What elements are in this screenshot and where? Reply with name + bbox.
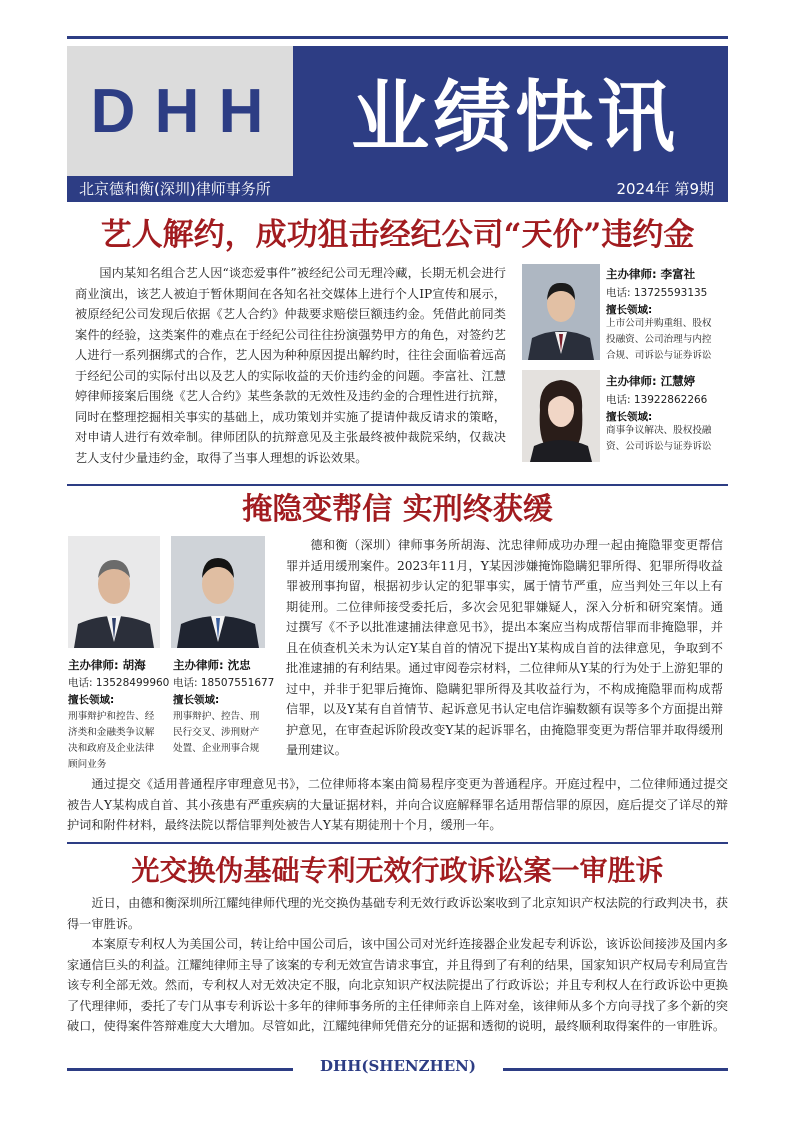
- lawyer-area-line: 处置、企业刑事合规: [173, 743, 260, 754]
- article2-body-column: [286, 535, 723, 761]
- top-rule: [67, 36, 728, 39]
- footer-rule-right: [503, 1068, 728, 1071]
- lawyer-areas-label-jiang: 擅长领域:: [606, 411, 653, 423]
- lawyer-areas-jiang: [606, 423, 712, 455]
- article1-body: [75, 263, 506, 468]
- article2-headline: 掩隐变帮信 实刑终获缓: [242, 492, 553, 527]
- lawyer-area-line: 刑事辩护和控告、经: [68, 711, 155, 722]
- article3-paragraph-1: 近日，由德和衡深圳所江耀纯律师代理的光交换伪基础专利无效行政诉讼案收到了北京知识产权法院的行政判决书，获得一审胜诉。: [67, 896, 728, 931]
- lawyer-areas-li: [606, 316, 712, 364]
- portrait-hu: [68, 536, 160, 648]
- lawyer-area-line: 刑事辩护、控告、刑: [173, 711, 260, 722]
- article2-paragraph-2: 通过提交《适用普通程序审理意见书》，二位律师将本案由简易程序变更为普通程序。开庭过程中，二位律师通过提交被告人Y某构成自首、其小孩患有严重疾病的大量证据材料，并向合议庭解释罪名适用帮信罪的原因，庭后提交了详尽的辩护词和附件材料，最终法院以帮信罪判处被告人Y某有期徒刑十个月，缓刑一年。: [67, 777, 728, 832]
- logo-letter-d: D: [90, 77, 136, 146]
- lawyer-photo-hu: [68, 536, 160, 648]
- issue-number: 2024年 第9期: [616, 180, 714, 198]
- article1-headline: 艺人解约，成功狙击经纪公司“天价”违约金: [100, 217, 695, 253]
- lawyer-area-line: 合规、司诉讼与证券诉讼: [606, 350, 712, 361]
- lawyer-name-li: 主办律师: 李富社: [606, 267, 696, 281]
- article3-headline: 光交换伪基础专利无效行政诉讼案一审胜诉: [131, 854, 664, 887]
- lawyer-areas-label-hu: 擅长领域:: [68, 694, 115, 706]
- firm-bar: [67, 176, 728, 202]
- logo-letter-h2: H: [218, 77, 264, 146]
- article1-paragraph: 国内某知名组合艺人因“谈恋爱事件”被经纪公司无理冷藏，长期无机会进行商业演出，该艺人被迫于暂休期间在各知名社交媒体上进行个人IP宣传和展示，被原经纪公司发现后依据《艺人合约》仲裁要求赔偿巨额违约金。凭借此前同类案件的经验，这类案件的难点在于经纪公司往往扮演强势甲方的角色，对签约艺人进行一系列捆绑式的合作，艺人因为种种原因提出解约时，往往会面临着远高于经纪公司的实际付出以及艺人的实际收益的天价违约金的问题。李富社、江慧婷律师接案后围绕《艺人合约》某些条款的无效性及违约金的合理性进行抗辩，同时在整理挖掘相关事实的基础上，成功策划并实施了提请仲裁反请求的策略，对申请人进行有效牵制。律师团队的抗辩意见及主张最终被仲裁院采纳，仅裁决艺人支付少量违约金，取得了当事人理想的诉讼效果。: [75, 266, 506, 465]
- firm-name: 北京德和衡(深圳)律师事务所: [79, 180, 271, 198]
- section-divider: [67, 842, 728, 844]
- lawyer-areas-label-li: 擅长领域:: [606, 304, 653, 316]
- portrait-shen: [171, 536, 265, 648]
- lawyer-tel-hu: 电话: 13528499960: [68, 677, 170, 689]
- article3-paragraph-2: 本案原专利权人为美国公司，转让给中国公司后，该中国公司对光纤连接器企业发起专利诉讼，该诉讼间接涉及国内多家通信巨头的利益。江耀纯律师主导了该案的专利无效宣告请求事宜，并且得到了有利的结果，国家知识产权局专利局宣告该专利全部无效。然而，专利权人对无效决定不服，向北京知识产权法院提出了行政诉讼；并且专利权人在行政诉讼中更换了代理律师，委托了专门从事专利诉讼十多年的律师事务所的主任律师亲自上阵对垒，该律师从多个方向寻找了多个新的突破口，使得案件答辩难度大大增加。尽管如此，江耀纯律师凭借充分的证据和透彻的说明，最终顺利取得案件的一审胜诉。: [67, 937, 728, 1033]
- lawyer-area-line: 商事争议解决、股权投融: [606, 425, 712, 436]
- lawyer-areas-shen: [173, 709, 259, 757]
- lawyer-photo-shen: [171, 536, 265, 648]
- lawyer-area-line: 民行交叉、涉刑财产: [173, 727, 260, 738]
- footer-text: DHH(SHENZHEN): [320, 1057, 476, 1075]
- lawyer-areas-hu: [68, 709, 154, 773]
- lawyer-name-jiang: 主办律师: 江慧婷: [606, 374, 696, 388]
- lawyer-area-line: 资、公司诉讼与证券诉讼: [606, 441, 712, 452]
- lawyer-area-line: 顾问业务: [68, 759, 107, 770]
- logo-panel: [67, 46, 293, 176]
- footer: [67, 1054, 728, 1084]
- lawyer-tel-li: 电话: 13725593135: [606, 287, 708, 299]
- lawyer-area-line: 决和政府及企业法律: [68, 743, 155, 754]
- section-divider: [67, 484, 728, 486]
- lawyer-tel-shen: 电话: 18507551677: [173, 677, 275, 689]
- lawyer-area-line: 上市公司并购重组、股权: [606, 318, 712, 329]
- article2-paragraph-1: 德和衡（深圳）律师事务所胡海、沈忠律师成功办理一起由掩隐罪变更帮信罪并适用缓刑案件。2023年11月，Y某因涉嫌掩饰隐瞒犯罪所得、犯罪所得收益罪被刑事拘留，根据初步认定的犯罪事实，属于情节严重，应当判处三年以上有期徒刑。二位律师接受委托后，多次会见犯罪嫌疑人，深入分析和研究案情。通过撰写《不予以批准逮捕法律意见书》，提出本案应当构成帮信罪而非掩隐罪，并且在侦查机关未为认定Y某自首的情况下提出Y某构成自首的法律意见，争取到不批准逮捕的有利结果。通过审阅卷宗材料，二位律师从Y某的行为处于上游犯罪的过中，并非于犯罪后掩饰、隐瞒犯罪所得及其收益行为，不构成掩隐罪而构成帮信罪，以及Y某有自首情节、起诉意见书认定电信诈骗数额有误等多个方面提出辩护意见，在审查起诉阶段改变Y某的起诉罪名，由掩隐罪变更为帮信罪并取得缓刑量刑建议。: [286, 538, 723, 757]
- lawyer-photo-li: [522, 264, 600, 360]
- lawyer-name-shen: 主办律师: 沈忠: [173, 658, 251, 672]
- portrait-jiang: [522, 370, 600, 462]
- masthead: [67, 46, 728, 176]
- article3-body: [67, 893, 728, 1037]
- lawyer-area-line: 济类和金融类争议解: [68, 727, 155, 738]
- lawyer-areas-label-shen: 擅长领域:: [173, 694, 220, 706]
- footer-rule-left: [67, 1068, 293, 1071]
- logo-letter-h1: H: [154, 77, 200, 146]
- lawyer-tel-jiang: 电话: 13922862266: [606, 394, 708, 406]
- lawyer-area-line: 投融资、公司治理与内控: [606, 334, 712, 345]
- masthead-title: 业绩快讯: [350, 73, 679, 163]
- article2-body-full: [67, 774, 728, 836]
- portrait-li: [522, 264, 600, 360]
- lawyer-photo-jiang: [522, 370, 600, 462]
- lawyer-name-hu: 主办律师: 胡海: [68, 658, 146, 672]
